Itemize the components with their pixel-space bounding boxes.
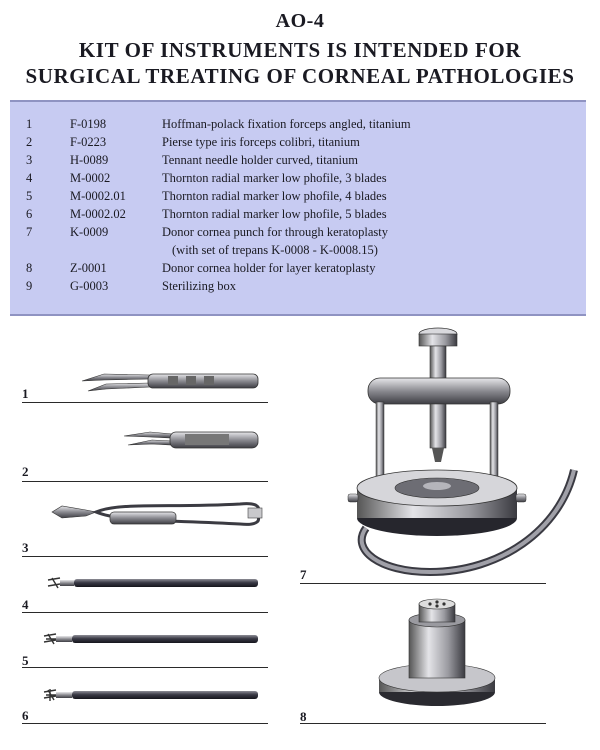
item-code: M-0002.02 (70, 207, 126, 221)
fixation-forceps-illustration (82, 374, 258, 391)
item-number: 4 (26, 171, 33, 185)
item-description: Thornton radial marker low phofile, 5 blades (162, 207, 387, 221)
item-description: Tennant needle holder curved, titanium (162, 153, 358, 167)
figure-caption-1: 1 (22, 386, 29, 401)
title-line-2: SURGICAL TREATING OF CORNEAL PATHOLOGIES (25, 64, 575, 88)
item-description: Donor cornea punch for through keratoplasty (162, 225, 388, 239)
item-number: 9 (26, 279, 33, 293)
caption-rule (300, 583, 546, 584)
figure-caption-2: 2 (22, 464, 29, 479)
item-code: M-0002 (70, 171, 111, 185)
item-code: F-0198 (70, 117, 107, 131)
radial-marker-4-illustration (44, 634, 258, 644)
figure-caption-4: 4 (22, 597, 29, 612)
figure-caption-3: 3 (22, 540, 29, 555)
item-number: 6 (26, 207, 33, 221)
figure-caption-6: 6 (22, 708, 29, 723)
caption-rule (22, 723, 268, 724)
item-number: 2 (26, 135, 33, 149)
iris-forceps-illustration (124, 432, 258, 448)
figure-caption-8: 8 (300, 709, 307, 724)
caption-rule (22, 667, 268, 668)
item-number: 5 (26, 189, 33, 203)
needle-holder-illustration (52, 504, 262, 525)
caption-rule (22, 481, 268, 482)
item-description: Donor cornea holder for layer keratoplasty (162, 261, 376, 275)
item-description: Thornton radial marker low phofile, 3 blades (162, 171, 387, 185)
item-description: Hoffman-polack fixation forceps angled, titanium (162, 117, 411, 131)
title-line-1: KIT OF INSTRUMENTS IS INTENDED FOR (78, 38, 522, 62)
item-number: 7 (26, 225, 33, 239)
radial-marker-5-illustration (44, 689, 258, 701)
item-code: H-0089 (70, 153, 109, 167)
figure-caption-5: 5 (22, 653, 29, 668)
caption-rule (300, 723, 546, 724)
caption-rule (22, 556, 268, 557)
caption-rule (22, 612, 268, 613)
item-description: Thornton radial marker low phofile, 4 blades (162, 189, 387, 203)
item-code: K-0009 (70, 225, 109, 239)
item-description: Pierse type iris forceps colibri, titanium (162, 135, 360, 149)
figure-caption-7: 7 (300, 567, 307, 582)
item-number: 8 (26, 261, 33, 275)
item-number: 3 (26, 153, 33, 167)
catalog-code: AO-4 (275, 10, 325, 32)
item-code: F-0223 (70, 135, 107, 149)
donor-cornea-punch-illustration (348, 328, 574, 572)
item-description: Sterilizing box (162, 279, 236, 293)
caption-rule (22, 402, 268, 403)
item-code: Z-0001 (70, 261, 107, 275)
item-code: G-0003 (70, 279, 109, 293)
donor-cornea-holder-illustration (379, 599, 495, 706)
item-code: M-0002.01 (70, 189, 126, 203)
radial-marker-3-illustration (48, 578, 258, 588)
item-description-continued: (with set of trepans K-0008 - K-0008.15) (172, 243, 378, 257)
item-number: 1 (26, 117, 33, 131)
